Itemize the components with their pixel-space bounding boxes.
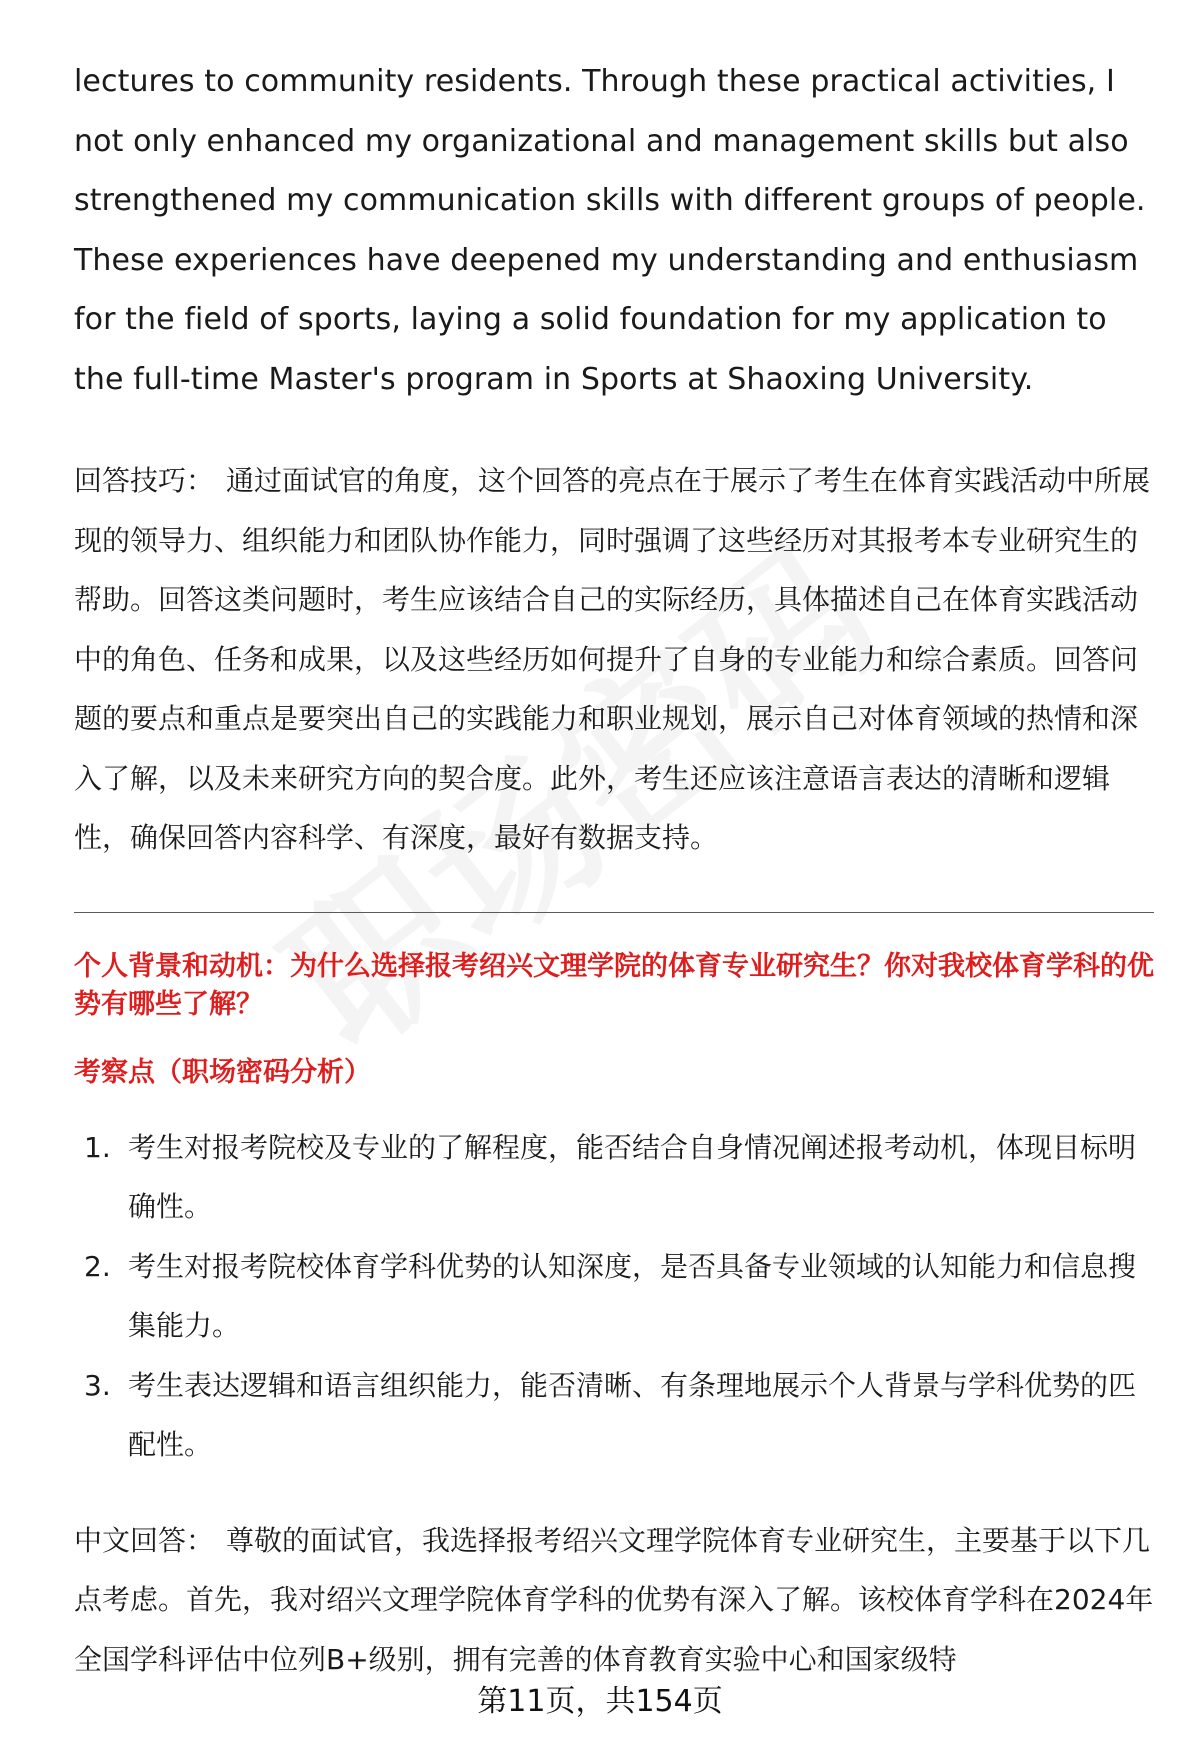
exam-points-heading: 考察点（职场密码分析） (74, 1056, 371, 1088)
chinese-answer-label: 中文回答： (74, 1523, 215, 1557)
list-item (74, 1118, 1154, 1237)
answer-tip-label: 回答技巧： (74, 464, 215, 497)
page-footer: 第11页，共154页 (477, 1684, 723, 1719)
exam-points-list (74, 1118, 1154, 1475)
list-item (74, 1356, 1154, 1475)
list-item (74, 1237, 1154, 1356)
document-page (74, 52, 1154, 1689)
section-divider (74, 912, 1154, 913)
list-item-number: 2. (84, 1249, 111, 1283)
chinese-answer-text: 尊敬的面试官，我选择报考绍兴文理学院体育专业研究生，主要基于以下几点考虑。首先，我对绍兴文理学院体育学科的优势有深入了解。该校体育学科在2024年全国学科评估中位列B+级别，拥有完善的体育教育实验中心和国家级特 (74, 1523, 1154, 1676)
answer-tip-paragraph (74, 451, 1154, 868)
answer-tip-text: 通过面试官的角度，这个回答的亮点在于展示了考生在体育实践活动中所展现的领导力、组织能力和团队协作能力，同时强调了这些经历对其报考本专业研究生的帮助。回答这类问题时，考生应该结合自己的实际经历，具体描述自己在体育实践活动中的角色、任务和成果，以及这些经历如何提升了自身的专业能力和综合素质。回答问题的要点和重点是要突出自己的实践能力和职业规划，展示自己对体育领域的热情和深入了解，以及未来研究方向的契合度。此外，考生还应该注意语言表达的清晰和逻辑性，确保回答内容科学、有深度，最好有数据支持。 (74, 464, 1151, 854)
english-paragraph: lectures to community residents. Through these practical activities, I not only enhanced my organizational and management skills but also strengthened my communication skills with different groups of people. These experiences have deepened my understanding and enthusiasm for the field of sports, laying a solid foundation for my application to the full-time Master's program in Sports at Shaoxing University. (74, 64, 1146, 397)
chinese-answer-paragraph (74, 1511, 1154, 1690)
list-item-text: 考生对报考院校体育学科优势的认知深度，是否具备专业领域的认知能力和信息搜集能力。 (128, 1249, 1137, 1342)
list-item-text: 考生对报考院校及专业的了解程度，能否结合自身情况阐述报考动机，体现目标明确性。 (128, 1130, 1137, 1223)
question-heading: 个人背景和动机：为什么选择报考绍兴文理学院的体育专业研究生？你对我校体育学科的优势有哪些了解？ (74, 950, 1154, 1020)
list-item-number: 1. (84, 1130, 111, 1164)
list-item-text: 考生表达逻辑和语言组织能力，能否清晰、有条理地展示个人背景与学科优势的匹配性。 (128, 1368, 1137, 1461)
list-item-number: 3. (84, 1368, 111, 1402)
